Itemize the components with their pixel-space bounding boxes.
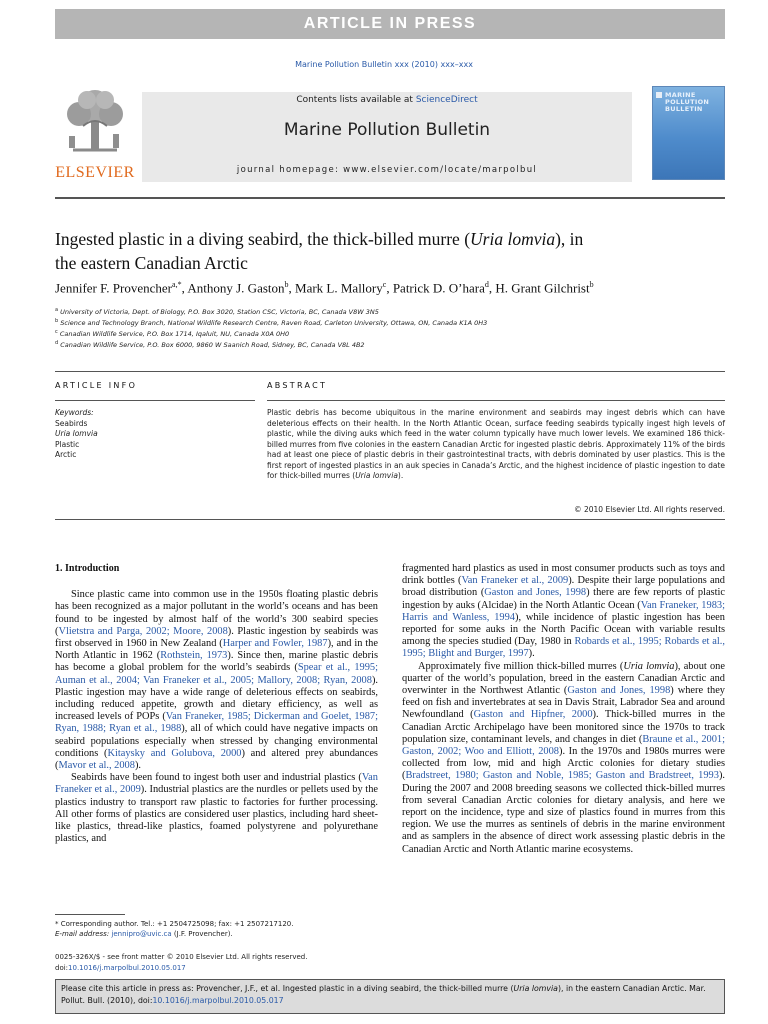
- author-name[interactable]: Jennifer F. Provencher: [55, 280, 173, 296]
- citation-link[interactable]: Bradstreet, 1980; Gaston and Noble, 1985; Gaston and Bradstreet, 1993: [405, 770, 719, 782]
- body-text: fragmented hard plastics as used in most consumer products such as toys and drink bottles (: [402, 563, 725, 587]
- doi-label: doi:: [55, 963, 69, 972]
- article-info-divider: [55, 400, 255, 401]
- body-text: ) there are few reports of plastic ingestion by auks (Alcidae) in the North Atlantic Ocean (: [402, 587, 725, 611]
- keyword: Seabirds: [55, 418, 88, 428]
- body-text: ).: [528, 648, 535, 660]
- body-text: ), and in the North Atlantic in 1962 (: [55, 638, 378, 662]
- author-name[interactable]: Patrick D. O’hara: [392, 280, 485, 296]
- cite-text: Please cite this article in press as: Provencher, J.F., et al. Ingested plastic in a diving seabird, the thick-billed murre (: [61, 984, 514, 993]
- article-in-press-banner: ARTICLE IN PRESS: [55, 9, 725, 39]
- cover-title: [665, 92, 723, 113]
- body-text: ) where they feed on fish and invertebrates at sea in Davis Strait, Labrador Sea and around Newfoundland (: [402, 685, 725, 721]
- body-paragraph: [55, 589, 378, 772]
- section-divider: [55, 371, 725, 372]
- citation-link[interactable]: Gaston and Jones, 1998: [567, 685, 671, 697]
- body-text: Seabirds have been found to ingest both user and industrial plastics (: [71, 772, 362, 784]
- author-separator: ,: [181, 280, 188, 296]
- title-species: Uria lomvia: [470, 229, 556, 249]
- affiliation-text: University of Victoria, Dept. of Biology, P.O. Box 3020, Station CSC, Victoria, BC, Canada V8W 3N5: [60, 308, 379, 317]
- publisher-name: ELSEVIER: [55, 164, 135, 181]
- author-list: [55, 280, 735, 296]
- citation-link[interactable]: Vlietstra and Parga, 2002; Moore, 2008: [58, 625, 228, 637]
- abstract-species: Uria lomvia: [355, 471, 398, 480]
- cite-species: Uria lomvia: [513, 984, 558, 993]
- cover-title-line: POLLUTION: [665, 98, 710, 106]
- author-separator: ,: [488, 280, 496, 296]
- journal-title: Marine Pollution Bulletin: [283, 120, 491, 140]
- keywords-label: Keywords:: [55, 408, 94, 417]
- author-affiliation-mark: c: [382, 280, 387, 289]
- citation-link[interactable]: Rothstein, 1973: [160, 650, 228, 662]
- issn-block: [55, 952, 455, 973]
- species-name: Uria lomvia: [623, 660, 675, 672]
- issn-line: 0025-326X/$ - see front matter © 2010 Elsevier Ltd. All rights reserved.: [55, 953, 308, 961]
- journal-cover-image: [652, 86, 725, 180]
- article-info-heading: ARTICLE INFO: [55, 381, 138, 390]
- cite-article-box: [55, 979, 725, 1014]
- affiliation: [55, 307, 655, 316]
- citation-link[interactable]: Mavor et al., 2008: [58, 760, 135, 772]
- email-link[interactable]: jennipro@uvic.ca: [111, 930, 172, 938]
- body-text: Approximately five million thick-billed murres (: [418, 660, 624, 672]
- corresponding-author-note: * Corresponding author. Tel.: +1 2504725098; fax: +1 2507217120.: [55, 920, 294, 928]
- affiliation: [55, 329, 655, 338]
- cite-text: ), in the eastern Canadian Arctic. Mar. Pollut. Bull. (2010), doi:: [61, 984, 706, 1005]
- email-label: E-mail address:: [55, 930, 110, 938]
- affiliation-mark: a: [55, 307, 59, 313]
- abstract-copyright: © 2010 Elsevier Ltd. All rights reserved.: [574, 505, 725, 514]
- email-suffix: (J.F. Provencher).: [171, 930, 233, 938]
- citation-link[interactable]: Van Franeker et al., 2009: [461, 575, 569, 587]
- body-text: ). Industrial plastics are the nurdles or pellets used by the plastics industry to transport raw plastic to factories for further processing. All other forms of plastics are considered user plastics, including hard sheet-like plastics, thread-like plastics, foamed polystyrene and polyurethane plastics, and: [55, 784, 378, 845]
- author-separator: ,: [386, 280, 393, 296]
- body-text: ). Since then, marine plastic debris has become a global problem for the world’s seabirds (: [55, 650, 379, 674]
- body-paragraph: [402, 563, 725, 661]
- citation-link[interactable]: Gaston and Hipfner, 2000: [473, 709, 593, 721]
- author-name[interactable]: Mark L. Mallory: [295, 280, 383, 296]
- title-text: ), in: [555, 229, 584, 249]
- elsevier-tree-icon: [63, 86, 127, 154]
- keyword: Plastic: [55, 439, 80, 449]
- citation-link[interactable]: Gaston and Jones, 1998: [484, 587, 587, 599]
- keywords-block: [55, 408, 245, 461]
- abstract-end: ).: [397, 471, 404, 480]
- body-text: ). Plastic ingestion may have a wide range of deleterious effects on seabirds, including reduced appetite, growth and dietary efficiency, as well as increased levels of POPs (: [55, 674, 378, 723]
- affiliation-text: Canadian Wildlife Service, P.O. Box 6000, 9860 W Saanich Road, Sidney, BC, Canada V8L 4B2: [60, 341, 365, 350]
- body-text: ) and altered prey abundances (: [55, 747, 378, 772]
- cover-title-line: MARINE: [665, 91, 696, 99]
- affiliation-mark: d: [55, 340, 59, 346]
- affiliation-mark: c: [55, 329, 58, 335]
- keywords-list: [55, 419, 245, 461]
- body-text: ), about one quarter of the world’s population, breed in the eastern Canadian Arctic and overwinter in the Northwest Atlantic (: [402, 660, 725, 697]
- affiliation-text: Canadian Wildlife Service, P.O. Box 1714, Iqaluit, NU, Canada X0A 0H0: [59, 330, 290, 339]
- affiliation: [55, 318, 655, 327]
- abstract-text: [267, 408, 725, 482]
- footnote-divider: [55, 914, 125, 915]
- author-name[interactable]: H. Grant Gilchrist: [495, 280, 590, 296]
- article-title: [55, 227, 695, 275]
- email-note: [55, 929, 385, 939]
- author-name[interactable]: Anthony J. Gaston: [187, 280, 285, 296]
- body-text: ). Thick-billed murres in the Canadian Arctic Archipelago have been monitored since the 1970s to track population size, contaminant levels, and changes in diet (: [402, 709, 726, 745]
- cover-logo-icon: [656, 92, 662, 98]
- body-text: ). Plastic ingestion by seabirds was first observed in 1960 in New Zealand (: [55, 625, 378, 650]
- body-column-right: [402, 563, 725, 856]
- title-text: the eastern Canadian Arctic: [55, 253, 248, 273]
- cite-doi-link[interactable]: 10.1016/j.marpolbul.2010.05.017: [152, 996, 284, 1005]
- keyword: Arctic: [55, 450, 77, 459]
- keyword: Uria lomvia: [55, 429, 98, 438]
- body-text: ). Despite their large populations and broad distribution (: [402, 575, 725, 599]
- abstract-body: Plastic debris has become ubiquitous in the marine environment and seabirds may ingest debris which can have deleterious effects on their health. In the North Atlantic Ocean, surface feeding seabirds typically ingest high levels of plastic, while the diving auks which feed in the water column typically have much lower levels. We examined 186 thick-billed murres from five colonies in the eastern Canadian Arctic for ingested plastic debris. Approximately 11% of the birds had at least one piece of plastic debris in their gastrointestinal tracts, with debris dominated by user plastics. This is the first report of ingested plastics in an auk species in Canada’s Arctic, and the highest incidence of plastic ingestion to date for thick-billed murres (: [267, 408, 725, 480]
- citation-link[interactable]: Van Franeker, 1983; Harris and Wanless, 1994: [402, 599, 725, 623]
- body-text: ). In the 1970s and 1980s murres were collected from low, mid and high Arctic colonies for dietary studies (: [402, 746, 725, 782]
- citation-link[interactable]: Kitaysky and Golubova, 2000: [107, 747, 242, 759]
- contents-prefix: Contents lists available at: [296, 95, 413, 105]
- citation-link[interactable]: Harper and Fowler, 1987: [222, 638, 328, 650]
- doi-line: [55, 963, 455, 974]
- body-text: ). During the 2007 and 2008 breeding seasons we collected thick-billed murres from several Canadian Arctic colonies for dietary analysis, and here we report on the incidence, type and size of plastics found in murres from this region. We use the murres as sentinels of debris in the marine environment and as samplers in the absence of direct work assessing plastic debris in the Canadian Arctic and North Atlantic marine ecosystems.: [402, 770, 725, 855]
- author-affiliation-mark: a,*: [172, 280, 182, 289]
- journal-citation-link[interactable]: Marine Pollution Bulletin xxx (2010) xxx–xxx: [295, 60, 473, 69]
- body-text: ), all of which could have negative impacts on seabird populations especially when stressed by changing environmental conditions (: [55, 723, 378, 759]
- body-text: ), while incidence of plastic ingestion has been reported for some auks in the North Pacific Ocean with variable results among the species studied (Day, 1980 in: [402, 611, 725, 648]
- body-text: Since plastic came into common use in the 1950s floating plastic debris has been recognized as a major pollutant in the world’s oceans and has been found to be ingested by almost half of the world’s 300 seabird species (: [55, 589, 378, 637]
- citation-link[interactable]: Van Franeker et al., 2009: [55, 772, 378, 796]
- affiliation-mark: b: [55, 318, 59, 324]
- body-column-left: [55, 563, 378, 845]
- footnote: [55, 919, 385, 939]
- body-text: ).: [134, 760, 141, 772]
- journal-homepage-link[interactable]: journal homepage: www.elsevier.com/locate/marpolbul: [236, 165, 538, 175]
- author-affiliation-mark: d: [484, 280, 489, 289]
- affiliation-text: Science and Technology Branch, National Wildlife Research Centre, Raven Road, Carleton University, Ottawa, ON, Canada K1A 0H3: [60, 319, 488, 328]
- body-paragraph: [402, 661, 725, 856]
- citation-link[interactable]: Braune et al., 2001; Gaston, 2002; Woo and Elliott, 2008: [402, 733, 725, 758]
- masthead-divider: [55, 197, 725, 199]
- doi-link[interactable]: 10.1016/j.marpolbul.2010.05.017: [68, 963, 186, 972]
- affiliation: [55, 340, 655, 349]
- journal-masthead: [55, 84, 725, 184]
- author-affiliation-mark: b: [284, 280, 289, 289]
- contents-line: [142, 95, 632, 105]
- abstract-bottom-divider: [55, 519, 725, 520]
- citation-link[interactable]: Robards et al., 1995; Robards et al., 1995; Blight and Burger, 1997: [402, 636, 725, 660]
- body-paragraph: [55, 772, 378, 845]
- cover-title-line: BULLETIN: [665, 105, 703, 113]
- journal-info-box: [142, 92, 632, 182]
- author-affiliation-mark: b: [589, 280, 594, 289]
- elsevier-logo: [55, 84, 135, 184]
- abstract-heading: ABSTRACT: [267, 381, 328, 390]
- title-text: Ingested plastic in a diving seabird, the thick-billed murre (: [55, 229, 471, 249]
- sciencedirect-link[interactable]: ScienceDirect: [415, 95, 478, 105]
- section-heading: 1. Introduction: [55, 563, 120, 574]
- citation-link[interactable]: Spear et al., 1995; Auman et al., 2004; Van Franeker et al., 2005; Mallory, 2008; Ryan, 2008: [55, 662, 378, 686]
- citation-link[interactable]: Van Franeker, 1985; Dickerman and Goelet, 1987; Ryan, 1988; Ryan et al., 1988: [55, 711, 378, 735]
- abstract-divider: [267, 400, 725, 401]
- author-separator: ,: [288, 280, 296, 296]
